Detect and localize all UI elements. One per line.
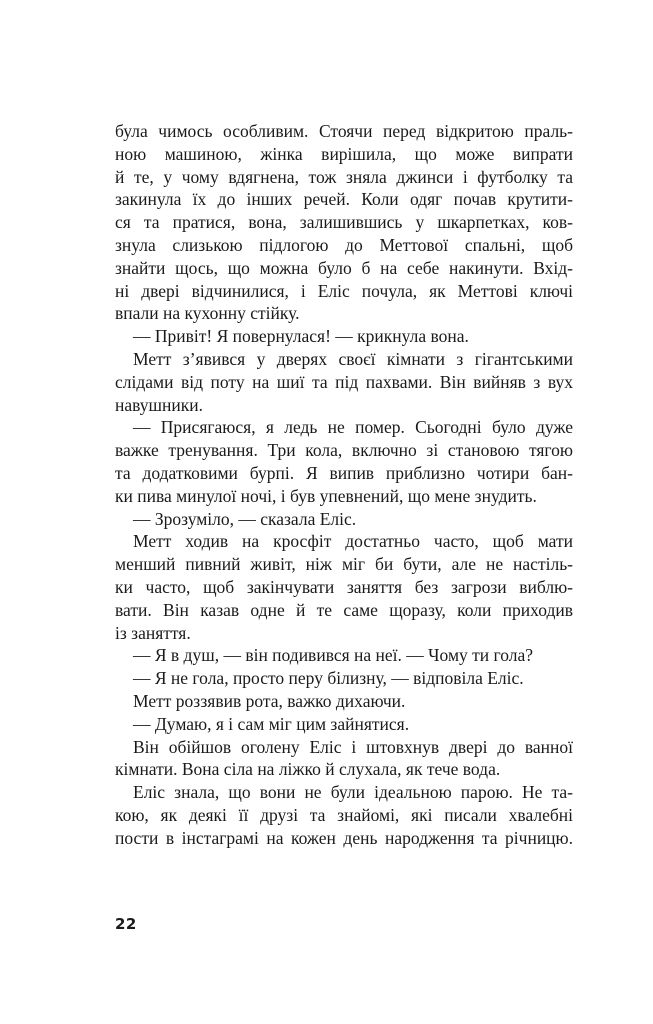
text-line: — Привіт! Я повернулася! — крикнула вона.: [133, 326, 469, 347]
text-line: вати. Він казав одне й те саме щоразу, коли приходив: [115, 599, 573, 620]
text-line: кімнати. Вона сіла на ліжко й слухала, як тече вода.: [115, 759, 501, 780]
text-line: була чимось особливим. Стоячи перед відкритою праль-: [115, 121, 573, 141]
text-line: — Зрозуміло, — сказала Еліс.: [133, 508, 357, 529]
text-line: із заняття.: [115, 622, 191, 643]
text-line: ні двері відчинилися, і Еліс почула, як Меттові ключі: [115, 280, 573, 301]
text-line: пости в інстаграмі на кожен день народження та річницю.: [115, 827, 573, 848]
text-line: — Присягаюся, я ледь не помер. Сьогодні було дуже: [133, 417, 573, 438]
text-line: Еліс знала, що вони не були ідеальною парою. Не та-: [133, 782, 573, 803]
text-line: — Думаю, я і сам міг цим зайнятися.: [133, 713, 410, 734]
text-line: навушники.: [115, 394, 203, 415]
text-line: ки пива минулої ночі, і був упевнений, що мене знудить.: [115, 485, 537, 506]
text-line: знула слизькою підлогою до Меттової спальні, щоб: [115, 234, 573, 255]
text-line: кою, як деякі її друзі та знайомі, які писали хвалебні: [115, 804, 573, 825]
text-line: ки часто, щоб закінчувати заняття без загрози виблю-: [115, 576, 573, 597]
text-line: впали на кухонну стійку.: [115, 303, 300, 324]
text-line: Метт роззявив рота, важко дихаючи.: [133, 690, 406, 711]
text-line: й те, у чому вдягнена, тож зняла джинси і футболку та: [115, 166, 573, 187]
page-number: 22: [115, 915, 137, 933]
text-line: Він обійшов оголену Еліс і штовхнув двері до ванної: [133, 736, 573, 757]
text-line: Метт ходив на кросфіт достатньо часто, щоб мати: [133, 531, 573, 552]
text-line: — Я в душ, — він подивився на неї. — Чому ти гола?: [133, 645, 534, 666]
text-line: менший пивний живіт, ніж міг би бути, але не настіль-: [115, 554, 573, 575]
text-line: важке тренування. Три кола, включно зі становою тягою: [115, 440, 573, 461]
text-line: закинула їх до інших речей. Коли одяг почав крутити-: [115, 189, 573, 210]
text-line: Метт з’явився у дверях своєї кімнати з гігантськими: [133, 348, 573, 369]
text-line: — Я не гола, просто перу білизну, — відповіла Еліс.: [133, 668, 524, 689]
text-line: та додатковими бурпі. Я випив приблизно чотири бан-: [115, 462, 573, 483]
text-line: ною машиною, жінка вирішила, що може випрати: [115, 143, 573, 164]
text-line: знайти щось, що можна було б на себе накинути. Вхід-: [115, 257, 573, 278]
text-line: ся та пратися, вона, залишившись у шкарпетках, ков-: [115, 212, 573, 233]
body-text: [115, 120, 573, 850]
text-line: слідами від поту на шиї та під пахвами. Він вийняв з вух: [115, 371, 573, 392]
